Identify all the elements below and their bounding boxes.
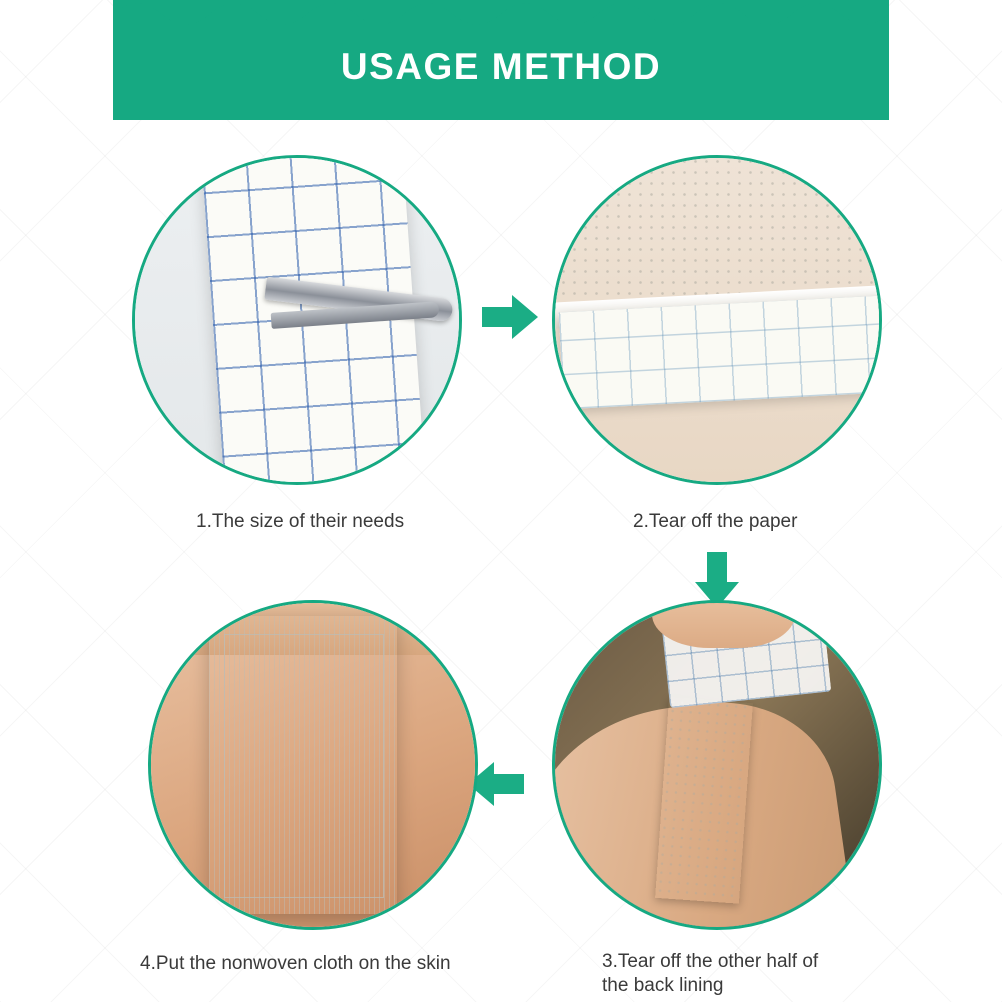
gridded-backing-liner bbox=[559, 295, 882, 409]
step-4-caption: 4.Put the nonwoven cloth on the skin bbox=[140, 953, 451, 974]
step-3-caption-line1: 3.Tear off the other half of bbox=[602, 951, 819, 972]
header bbox=[113, 0, 889, 120]
step-3-caption-line2: the back lining bbox=[602, 975, 724, 996]
applying-dressing-to-arm-photo bbox=[555, 603, 879, 927]
step-3-caption bbox=[602, 950, 932, 998]
step-4-image bbox=[148, 600, 478, 930]
arrow-right-step1-to-step2 bbox=[482, 295, 538, 339]
peeling-backing-paper-photo bbox=[555, 158, 879, 482]
scissors-cutting-dressing-photo bbox=[135, 158, 459, 482]
step-3-image bbox=[552, 600, 882, 930]
pad-inner-border bbox=[224, 634, 384, 898]
step-2-image bbox=[552, 155, 882, 485]
step-1-image bbox=[132, 155, 462, 485]
step-2-caption: 2.Tear off the paper bbox=[633, 511, 798, 532]
step-1-caption: 1.The size of their needs bbox=[196, 511, 405, 532]
dressing-on-skin-photo bbox=[151, 603, 475, 927]
nonwoven-pad bbox=[209, 616, 397, 914]
applied-tape-strip bbox=[655, 697, 753, 903]
page-title: USAGE METHOD bbox=[340, 46, 662, 87]
